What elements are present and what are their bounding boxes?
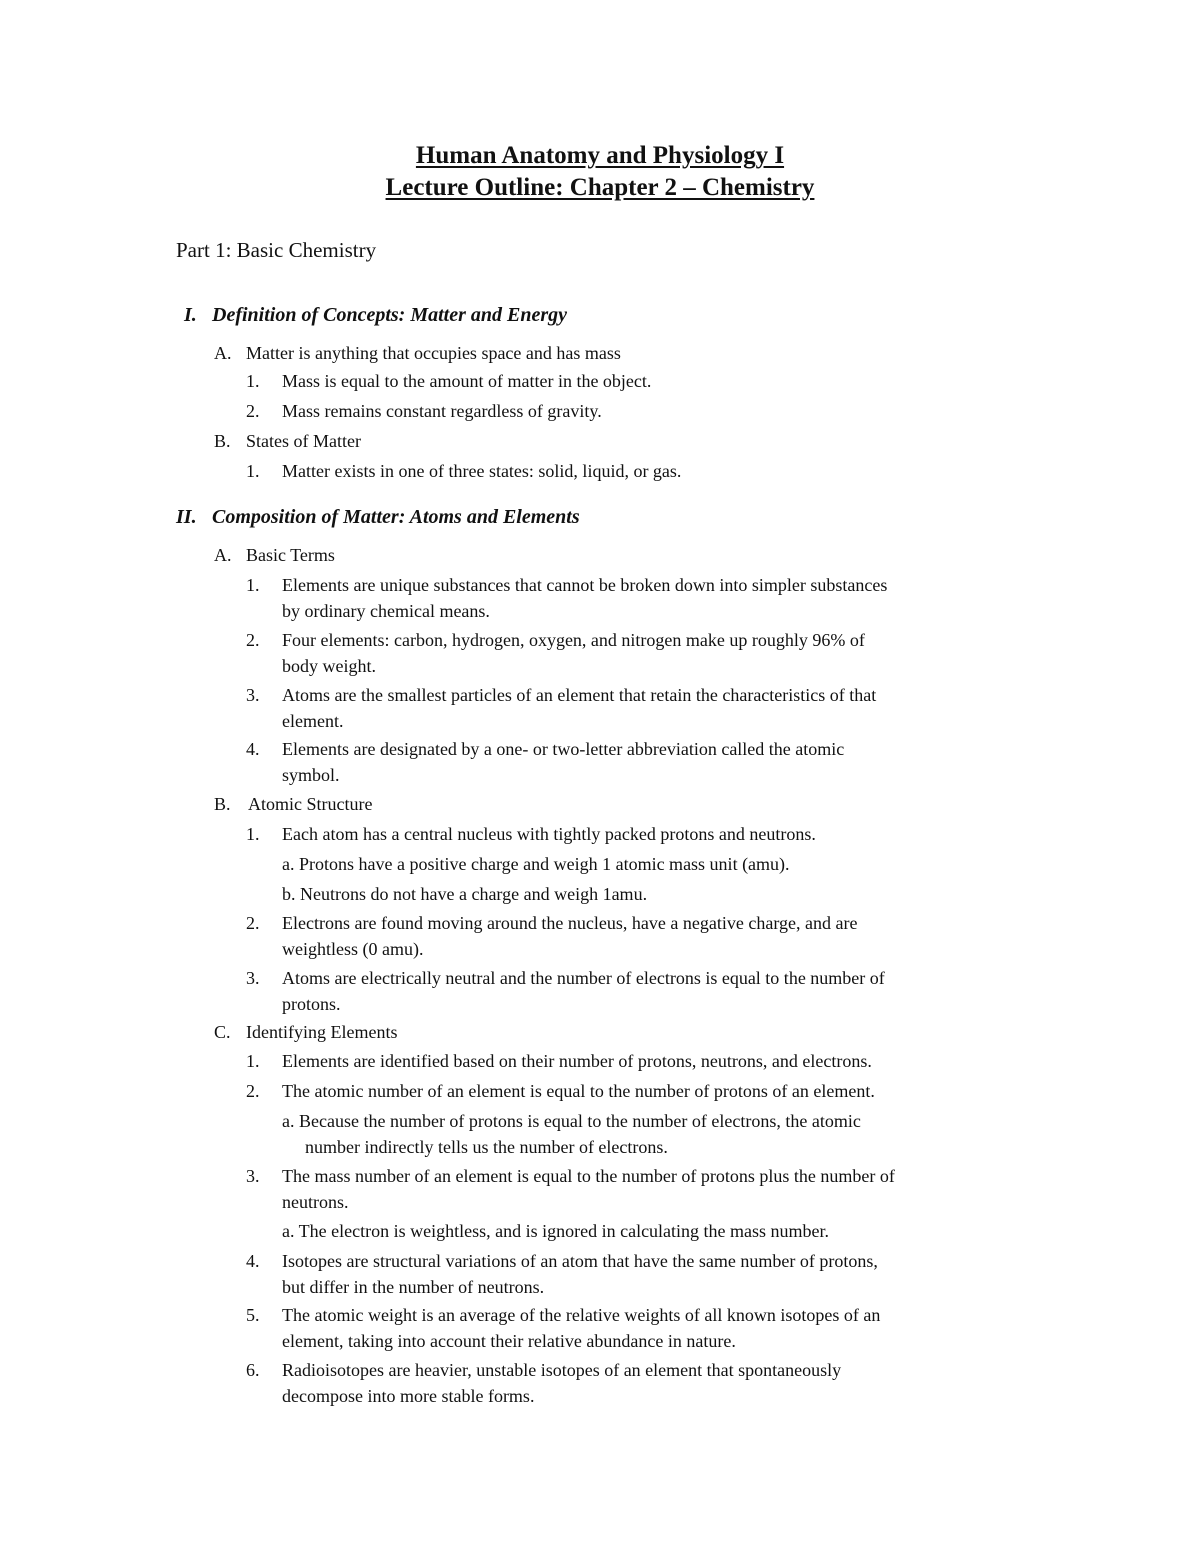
outline-item: Mass is equal to the amount of matter in the object. <box>282 371 652 391</box>
outline-item-continued: body weight. <box>282 656 376 676</box>
outline-number: 1. <box>246 824 260 844</box>
outline-item: Elements are identified based on their number of protons, neutrons, and electrons. <box>282 1051 872 1071</box>
outline-item-continued: weightless (0 amu). <box>282 939 424 959</box>
outline-item-continued: but differ in the number of neutrons. <box>282 1277 545 1297</box>
outline-item: Atoms are the smallest particles of an element that retain the characteristics of that <box>282 685 877 705</box>
outline-subitem: a. Protons have a positive charge and weigh 1 atomic mass unit (amu). <box>282 854 790 874</box>
outline-number: 3. <box>246 1166 260 1186</box>
outline-number: 1. <box>246 371 260 391</box>
outline-item: The mass number of an element is equal to the number of protons plus the number of <box>282 1166 895 1186</box>
outline-number: 1. <box>246 575 260 595</box>
outline-item: States of Matter <box>246 431 361 451</box>
outline-item: Electrons are found moving around the nucleus, have a negative charge, and are <box>282 913 858 933</box>
outline-number: 5. <box>246 1305 260 1325</box>
section-numeral: II. <box>176 506 197 528</box>
outline-letter: C. <box>214 1022 231 1042</box>
outline-item: The atomic number of an element is equal to the number of protons of an element. <box>282 1081 875 1101</box>
outline-number: 4. <box>246 739 260 759</box>
outline-number: 1. <box>246 461 260 481</box>
outline-number: 1. <box>246 1051 260 1071</box>
page-subtitle: Lecture Outline: Chapter 2 – Chemistry <box>385 174 815 201</box>
outline-item: Atoms are electrically neutral and the number of electrons is equal to the number of <box>282 968 885 988</box>
outline-subitem: b. Neutrons do not have a charge and weigh 1amu. <box>282 884 648 904</box>
outline-item: Atomic Structure <box>248 794 373 814</box>
outline-item: The atomic weight is an average of the relative weights of all known isotopes of an <box>282 1305 881 1325</box>
outline-item-continued: neutrons. <box>282 1192 349 1212</box>
section-numeral: I. <box>184 304 197 326</box>
outline-item: Identifying Elements <box>246 1022 398 1042</box>
outline-item: Radioisotopes are heavier, unstable isotopes of an element that spontaneously <box>282 1360 842 1380</box>
outline-item: Elements are designated by a one- or two-letter abbreviation called the atomic <box>282 739 845 759</box>
outline-item: Elements are unique substances that cannot be broken down into simpler substances <box>282 575 888 595</box>
outline-item: Mass remains constant regardless of gravity. <box>282 401 602 421</box>
outline-letter: B. <box>214 431 231 451</box>
outline-number: 2. <box>246 630 260 650</box>
outline-item: Four elements: carbon, hydrogen, oxygen, and nitrogen make up roughly 96% of <box>282 630 865 650</box>
outline-letter: A. <box>214 343 232 363</box>
outline-subitem-continued: number indirectly tells us the number of electrons. <box>305 1137 668 1157</box>
outline-letter: A. <box>214 545 232 565</box>
outline-number: 3. <box>246 968 260 988</box>
section-heading: Definition of Concepts: Matter and Energy <box>212 304 568 326</box>
outline-item-continued: element, taking into account their relative abundance in nature. <box>282 1331 736 1351</box>
outline-item: Isotopes are structural variations of an atom that have the same number of protons, <box>282 1251 878 1271</box>
outline-number: 3. <box>246 685 260 705</box>
outline-item-continued: decompose into more stable forms. <box>282 1386 535 1406</box>
outline-item-continued: element. <box>282 711 344 731</box>
outline-item: Basic Terms <box>246 545 335 565</box>
outline-number: 2. <box>246 1081 260 1101</box>
section-heading: Composition of Matter: Atoms and Elements <box>212 506 580 528</box>
outline-number: 2. <box>246 401 260 421</box>
outline-item-continued: by ordinary chemical means. <box>282 601 490 621</box>
outline-item: Matter exists in one of three states: solid, liquid, or gas. <box>282 461 682 481</box>
outline-item: Each atom has a central nucleus with tightly packed protons and neutrons. <box>282 824 816 844</box>
outline-number: 6. <box>246 1360 260 1380</box>
page-title: Human Anatomy and Physiology I <box>415 142 785 169</box>
outline-item: Matter is anything that occupies space and has mass <box>246 343 621 363</box>
outline-number: 2. <box>246 913 260 933</box>
outline-subitem: a. The electron is weightless, and is ignored in calculating the mass number. <box>282 1221 830 1241</box>
outline-subitem: a. Because the number of protons is equal to the number of electrons, the atomic <box>282 1111 861 1131</box>
outline-item-continued: symbol. <box>282 765 340 785</box>
part-heading: Part 1: Basic Chemistry <box>176 238 377 262</box>
outline-item-continued: protons. <box>282 994 341 1014</box>
outline-number: 4. <box>246 1251 260 1271</box>
outline-letter: B. <box>214 794 231 814</box>
